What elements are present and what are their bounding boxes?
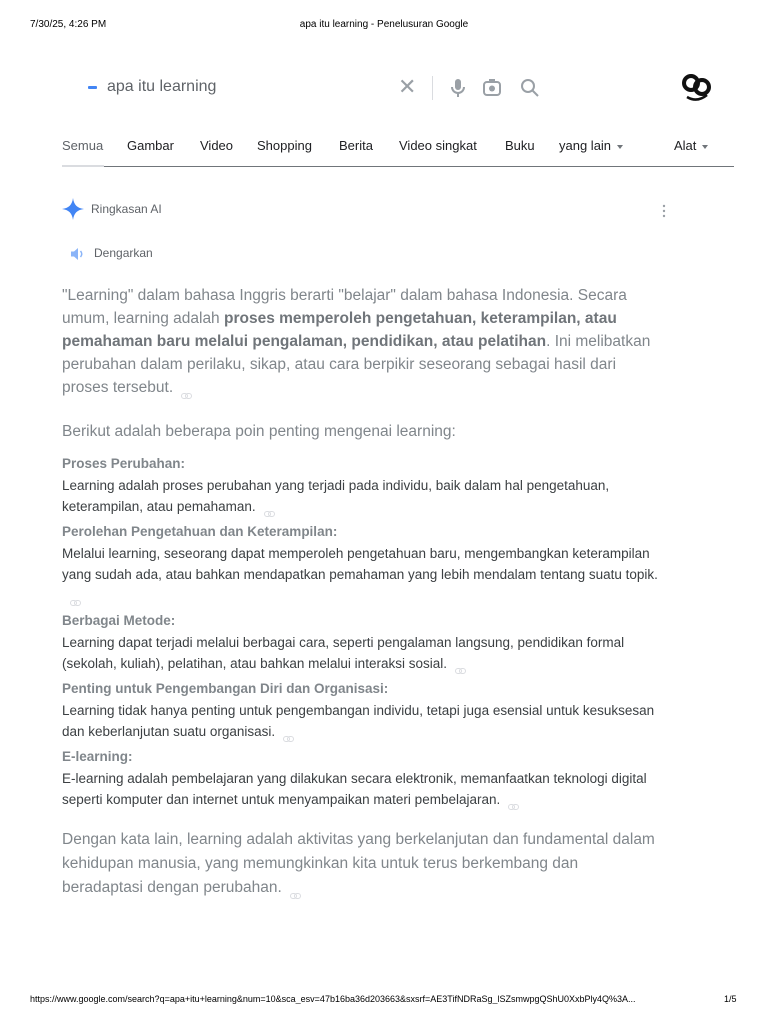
section-text-body: Learning dapat terjadi melalui berbagai cara, seperti pengalaman langsung, pendidikan formal (sekolah, kuliah), pelatihan, atau bahkan melalui interaksi sosial.: [62, 635, 625, 671]
speaker-icon: [70, 247, 86, 261]
chevron-down-icon: [702, 145, 708, 149]
section-list: [62, 453, 662, 810]
section-text-body: Melalui learning, seseorang dapat memperoleh pengetahuan baru, mengembangkan keterampilan yang sudah ada, atau bahkan mendapatkan pemahaman yang lebih mendalam tentang suatu topik.: [62, 546, 658, 582]
section-text-body: Learning tidak hanya penting untuk pengembangan individu, tetapi juga esensial untuk kesuksesan dan keberlanjutan suatu organisasi.: [62, 703, 655, 739]
section-title: Berbagai Metode:: [62, 613, 176, 628]
lead-paragraph: Berikut adalah beberapa poin penting mengenai learning:: [62, 423, 456, 440]
search-input[interactable]: apa itu learning: [107, 78, 217, 95]
search-divider: [432, 76, 433, 100]
print-date: 7/30/25, 4:26 PM: [30, 19, 107, 30]
section-text-body: E-learning adalah pembelajaran yang dilakukan secara elektronik, memanfaatkan teknologi digital seperti komputer dan internet untuk menyampaikan materi pembelajaran.: [62, 771, 647, 807]
intro-text-1: "Learning" dalam bahasa Inggris berarti "belajar" dalam bahasa Indonesia. Secara umum, learning adalah: [62, 287, 627, 327]
section-title: E-learning:: [62, 749, 133, 764]
tab-semua[interactable]: Semua: [62, 138, 104, 153]
tab-more-label: yang lain: [559, 138, 612, 153]
ai-overview-header: [62, 198, 682, 222]
tab-gambar[interactable]: Gambar: [127, 138, 174, 153]
link-icon[interactable]: [264, 503, 275, 511]
ai-overview-label: Ringkasan AI: [91, 202, 162, 216]
chevron-down-icon: [617, 145, 623, 149]
print-header: [0, 19, 768, 33]
print-url: https://www.google.com/search?q=apa+itu+learning&num=10&sca_esv=47b16ba36d203663&sxsrf=AE3TifNDRaSg_lSZsmwpgQShU0XxbPly4Q%3A...: [30, 994, 636, 1004]
tab-tools[interactable]: [674, 138, 708, 153]
account-avatar[interactable]: [680, 70, 714, 104]
closing-text: Dengan kata lain, learning adalah aktivitas yang berkelanjutan dan fundamental dalam kehidupan manusia, yang memungkinkan kita untuk terus berkembang dan beradaptasi dengan perubahan.: [62, 831, 655, 896]
lens-icon[interactable]: [480, 76, 504, 100]
print-page-title: apa itu learning - Penelusuran Google: [299, 19, 469, 30]
link-icon[interactable]: [283, 728, 294, 736]
intro-bold: proses memperoleh pengetahuan, keterampilan, atau pemahaman baru melalui pengalaman, pendidikan, atau pelatihan: [62, 310, 617, 350]
search-caret-marker: [88, 86, 97, 89]
section-text: [62, 768, 662, 810]
search-bar[interactable]: [86, 70, 556, 106]
closing-paragraph: [62, 828, 662, 900]
search-icon[interactable]: [518, 76, 542, 100]
link-icon[interactable]: [455, 660, 466, 668]
listen-label: Dengarkan: [94, 246, 153, 260]
tab-shopping[interactable]: Shopping: [257, 138, 312, 153]
intro-text-2: . Ini melibatkan perubahan dalam perilaku, sikap, atau cara berpikir seseorang sebagai hasil dari proses tersebut.: [62, 333, 651, 396]
link-icon[interactable]: [508, 796, 519, 804]
clear-icon[interactable]: ✕: [398, 74, 417, 99]
tab-buku[interactable]: Buku: [505, 138, 535, 153]
tab-more[interactable]: [559, 138, 623, 153]
section-text-body: Learning adalah proses perubahan yang terjadi pada individu, baik dalam hal pengetahuan, keterampilan, atau pemahaman.: [62, 478, 610, 514]
section-title: Proses Perubahan:: [62, 456, 186, 471]
search-tabs: [62, 128, 734, 167]
tab-video-singkat[interactable]: Video singkat: [399, 138, 477, 153]
tab-berita[interactable]: Berita: [339, 138, 373, 153]
section-text: [62, 632, 662, 674]
section-text: [62, 543, 662, 606]
active-tab-indicator: [62, 165, 104, 167]
sparkle-icon: [62, 198, 84, 225]
mic-icon[interactable]: [446, 76, 470, 100]
link-icon[interactable]: [290, 884, 301, 892]
tab-video[interactable]: Video: [200, 138, 234, 153]
link-icon[interactable]: [181, 384, 192, 392]
section-title: Penting untuk Pengembangan Diri dan Organisasi:: [62, 681, 389, 696]
ai-overview-content: [62, 284, 662, 900]
tab-tools-label: Alat: [674, 138, 697, 153]
kebab-menu-icon[interactable]: [662, 204, 666, 218]
intro-paragraph: [62, 284, 662, 399]
section-text: [62, 475, 662, 517]
print-page-number: 1/5: [724, 994, 737, 1004]
link-icon[interactable]: [70, 592, 81, 600]
section-title: Perolehan Pengetahuan dan Keterampilan:: [62, 524, 338, 539]
section-text: [62, 700, 662, 742]
